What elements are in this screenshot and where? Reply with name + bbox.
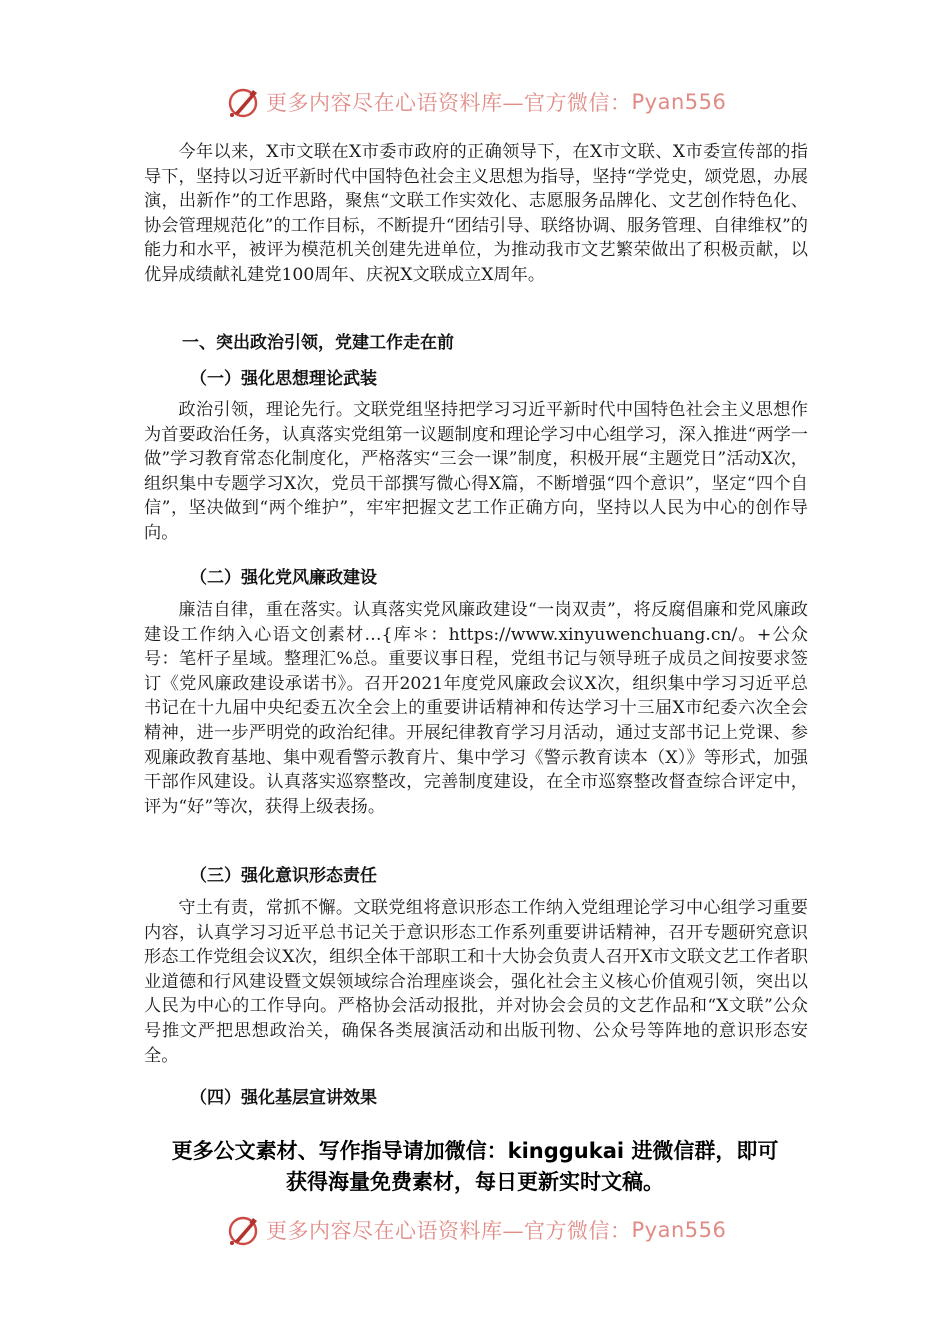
banner-wechat-id: Pyan556 [631,1218,727,1242]
subsection-heading-3: （三）强化意识形态责任 [190,866,377,886]
subsection-heading-1: （一）强化思想理论武装 [190,369,377,389]
intro-text: 今年以来，X市文联在X市委市政府的正确领导下，在X市文联、X市委宣传部的指导下，坚持以习近平新时代中国特色社会主义思想为指导，坚持“学党史，颂党恩，办展演，出新作”的工作思路，聚焦“文联工作实效化、志愿服务品牌化、文艺创作特色化、协会管理规范化”的工作目标，不断提升“团结引导、联络协调、服务管理、自律维权”的能力和水平，被评为模范机关创建先进单位，为推动我市文艺繁荣做出了积极贡献，以优异成绩献礼建党100周年、庆祝X文联成立X周年。 [144,142,808,285]
banner-text: 更多内容尽在心语资料库—官方微信： [266,91,632,115]
intro-paragraph [144,140,808,288]
promo-line-1: 更多公文素材、写作指导请加微信：kinggukai 进微信群，即可 [171,1139,779,1163]
paragraph-text: 政治引领，理论先行。文联党组坚持把学习习近平新时代中国特色社会主义思想作为首要政治任务，认真落实党组第一议题制度和理论学习中心组学习，深入推进“两学一做”学习教育常态化制度化，严格落实“三会一课”制度，积极开展“主题党日”活动X次，组织集中专题学习X次，党员干部撰写微心得X篇，不断增强“四个意识”，坚定“四个自信”，坚决做到“两个维护”，牢牢把握文艺工作正确方向，坚持以人民为中心的创作导向。 [144,400,808,543]
banner-wechat-id: Pyan556 [631,90,727,114]
quill-logo-icon [226,84,262,120]
subsection-heading-4: （四）强化基层宣讲效果 [190,1088,377,1108]
quill-logo-icon [226,1212,262,1248]
subsection-paragraph-3 [144,896,808,1068]
promo-notice [120,1136,830,1198]
section-heading: 一、突出政治引领，党建工作走在前 [182,333,454,353]
footer-banner [226,1210,726,1250]
paragraph-text: 廉洁自律，重在落实。认真落实党风廉政建设“一岗双责”，将反腐倡廉和党风廉政建设工作纳入心语文创素材…{库＊：https://www.xinyuwenchuang.cn/。+公众号：笔杆子星域。整理汇%总。重要议事日程，党组书记与领导班子成员之间按要求签订《党风廉政建设承诺书》。召开2021年度党风廉政会议X次，组织集中学习习近平总书记在十九届中央纪委五次全会上的重要讲话精神和传达学习十三届X市纪委六次全会精神，进一步严明党的政治纪律。开展纪律教育学习月活动，通过支部书记上党课、参观廉政教育基地、集中观看警示教育片、集中学习《警示教育读本（X）》等形式，加强干部作风建设。认真落实巡察整改，完善制度建设，在全市巡察整改督查综合评定中，评为“好”等次，获得上级表扬。 [144,600,808,817]
paragraph-text: 守土有责，常抓不懈。文联党组将意识形态工作纳入党组理论学习中心组学习重要内容，认真学习习近平总书记关于意识形态工作系列重要讲话精神，召开专题研究意识形态工作党组会议X次，组织全体干部职工和十大协会负责人召开X市文联文艺工作者职业道德和行风建设暨文娱领域综合治理座谈会，强化社会主义核心价值观引领，突出以人民为中心的工作导向。严格协会活动报批，并对协会会员的文艺作品和“X文联”公众号推文严把思想政治关，确保各类展演活动和出版刊物、公众号等阵地的意识形态安全。 [144,898,808,1066]
banner-text: 更多内容尽在心语资料库—官方微信： [266,1219,632,1243]
promo-line-2: 获得海量免费素材，每日更新实时文稿。 [286,1170,664,1194]
subsection-paragraph-1 [144,398,808,546]
subsection-paragraph-2 [144,598,808,819]
header-banner [226,82,726,122]
subsection-heading-2: （二）强化党风廉政建设 [190,568,377,588]
